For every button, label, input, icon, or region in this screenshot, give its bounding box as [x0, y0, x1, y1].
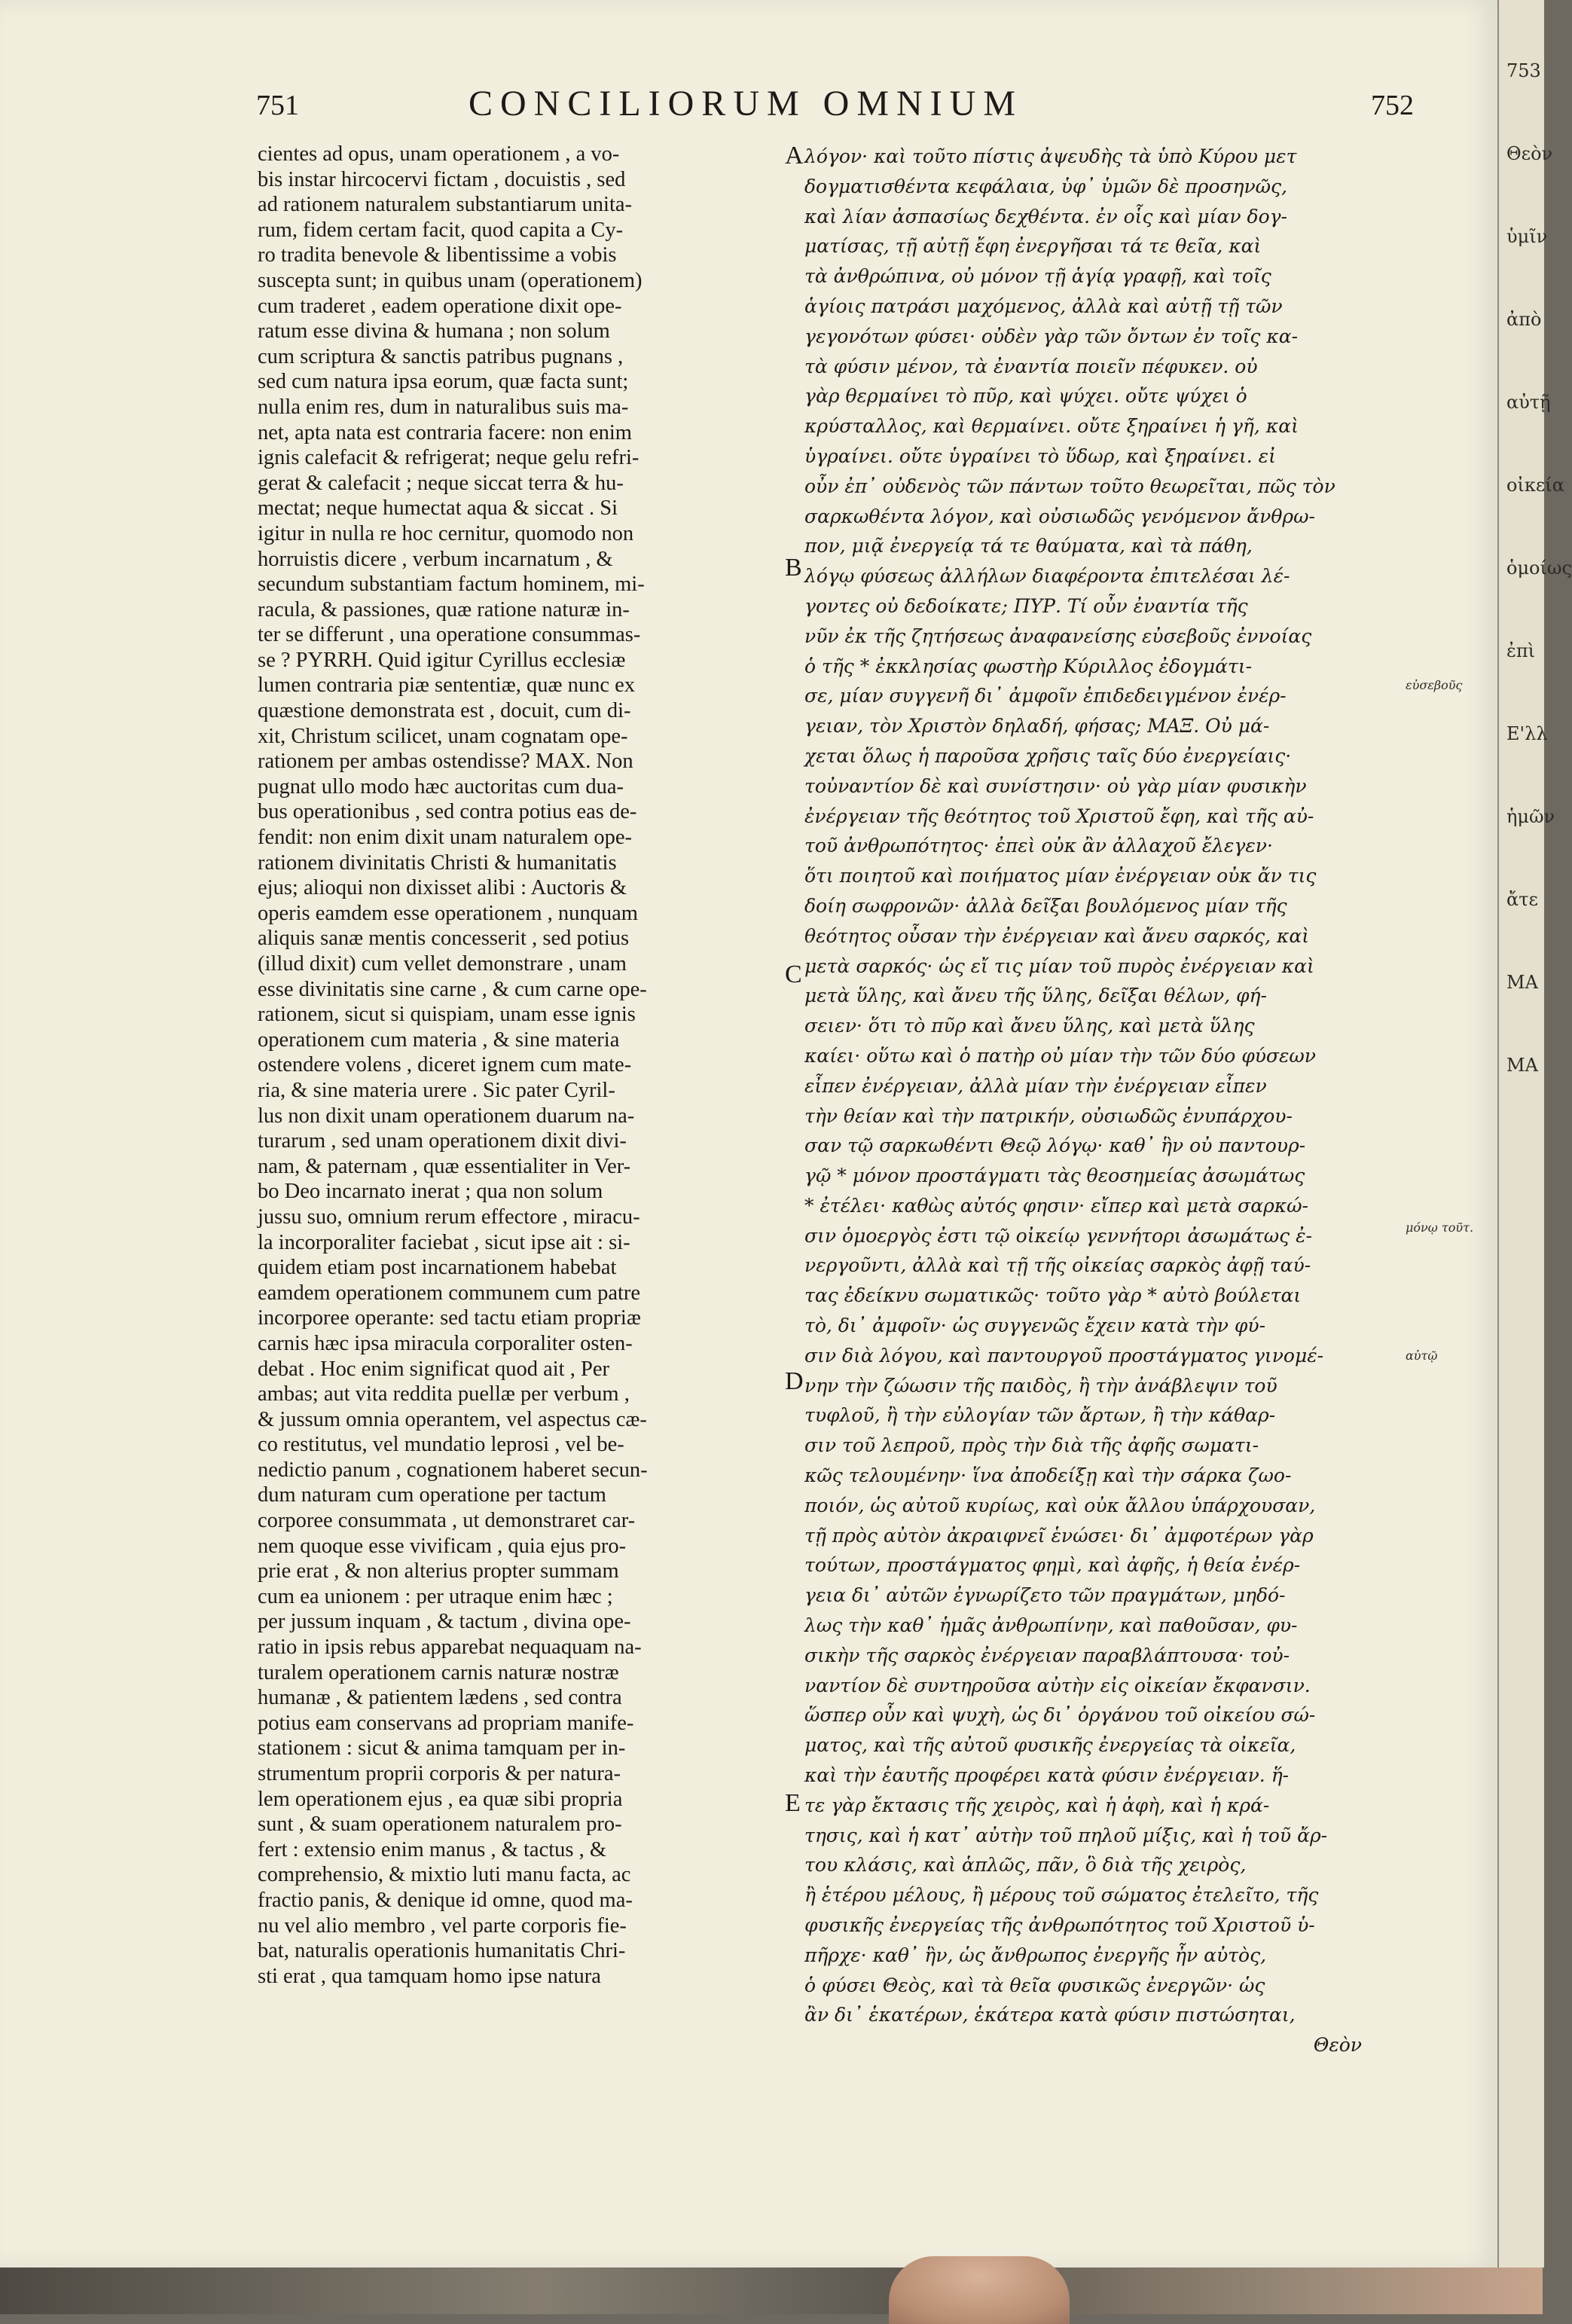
greek-text-line: σε, μίαν συγγενῆ δι᾽ ἀμφοῖν ἐπιδεδειγμένον ἐνέρ-: [804, 685, 1287, 707]
latin-text-line: igitur in nulla re hoc cernitur, quomodo non: [258, 521, 634, 545]
latin-text-line: fert : extensio enim manus , & tactus , &: [258, 1837, 607, 1861]
adjacent-page-fragment: ἡμῶν: [1506, 806, 1555, 827]
greek-text-line: τησις, καὶ ἡ κατ᾽ αὐτὴν τοῦ πηλοῦ μίξις, καὶ ἡ τοῦ ἄρ-: [804, 1824, 1328, 1846]
thumb-holding-page: [889, 2256, 1070, 2324]
greek-text-line: λως τὴν καθ᾽ ἡμᾶς ἀνθρωπίνην, καὶ παθοῦσαν, φυ-: [804, 1614, 1298, 1637]
latin-text-line: bus operationibus , sed contra potius eas de-: [258, 800, 637, 824]
latin-text-line: (illud dixit) cum vellet demonstrare , unam: [258, 952, 627, 976]
latin-text-line: operationem cum materia , & sine materia: [258, 1028, 620, 1052]
latin-text-line: strumentum proprii corporis & per natura-: [258, 1762, 621, 1785]
adjacent-page-fragment: ΜΑ: [1506, 1055, 1538, 1076]
latin-text-line: quæstione demonstrata est , docuit, cum di-: [258, 699, 631, 723]
latin-text-line: dum naturam cum operatione per tactum: [258, 1483, 606, 1507]
greek-text-line: λόγον· καὶ τοῦτο πίστις ἀψευδὴς τὰ ὑπὸ Κύρου μετ: [804, 145, 1297, 167]
margin-note-2: μόνῳ τοῦτ.: [1406, 1220, 1474, 1235]
margin-note-3: αὐτῷ: [1406, 1348, 1438, 1363]
greek-text-line: ἁγίοις πατράσι μαχόμενος, ἀλλὰ καὶ αὐτῇ τῇ τῶν: [804, 295, 1283, 317]
latin-text-line: rationem, sicut si quispiam, unam esse ignis: [258, 1003, 636, 1027]
adjacent-page-fragment: 753: [1506, 60, 1541, 81]
greek-text-line: σιν τοῦ λεπροῦ, πρὸς τὴν διὰ τῆς ἀφῆς σωματι-: [804, 1434, 1259, 1457]
latin-text-line: eamdem operationem communem cum patre: [258, 1281, 641, 1305]
latin-text-line: potius eam conservans ad propriam manife-: [258, 1711, 634, 1735]
background-strip: [0, 2268, 1543, 2314]
latin-text-line: quidem etiam post incarnationem habebat: [258, 1256, 617, 1280]
latin-text-line: cientes ad opus, unam operationem , a vo-: [258, 142, 620, 166]
greek-text-line: θεότητος οὖσαν τὴν ἐνέργειαν καὶ ἄνευ σαρκός, καὶ: [804, 924, 1310, 947]
greek-text-line: ματίσας, τῇ αὐτῇ ἔφη ἐνεργῆσαι τά τε θεῖα, καὶ: [804, 235, 1262, 258]
latin-text-line: ter se differunt , una operatione consummas-: [258, 623, 641, 647]
adjacent-page-fragment: ΜΑ: [1506, 972, 1538, 993]
adjacent-page-fragment: ἀπὸ: [1506, 309, 1542, 330]
greek-text-line: κρύσταλλος, καὶ θερμαίνει. οὔτε ξηραίνει ἡ γῆ, καὶ: [804, 415, 1299, 438]
greek-text-line: γεγονότων φύσει· οὐδὲν γὰρ τῶν ὄντων ἐν τοῖς κα-: [804, 325, 1299, 347]
greek-text-line: καίει· οὕτω καὶ ὁ πατὴρ οὐ μίαν τὴν τῶν δύο φύσεων: [804, 1044, 1316, 1067]
latin-text-line: lumen contraria piæ sententiæ, quæ nunc ex: [258, 673, 636, 698]
latin-text-line: ignis calefacit & refrigerat; neque gelu refri-: [258, 446, 639, 470]
latin-text-line: comprehensio, & mixtio luti manu facta, ac: [258, 1863, 631, 1887]
greek-text-line: τοῦ ἀνθρωπότητος· ἐπεὶ οὐκ ἂν ἀλλαχοῦ ἔλεγεν·: [804, 835, 1273, 857]
latin-text-line: nedictio panum , cognationem haberet secun-: [258, 1458, 648, 1482]
latin-text-line: debat . Hoc enim significat quod ait , Per: [258, 1357, 609, 1381]
latin-text-line: secundum substantiam factum hominem, mi-: [258, 573, 645, 597]
adjacent-page-fragment: Ε'λλ: [1506, 723, 1548, 744]
page-number-right: 752: [1371, 90, 1414, 121]
greek-text-line: σιν ὁμοεργὸς ἐστι τῷ οἰκείῳ γεννήτορι ἀσωμάτως ἐ-: [804, 1224, 1312, 1247]
section-marker-b: B: [785, 554, 802, 582]
latin-text-line: mectat; neque humectat aqua & siccat . Si: [258, 496, 618, 521]
latin-text-line: rum, fidem certam facit, quod capita a Cy-: [258, 218, 624, 242]
latin-text-line: ostendere volens , diceret ignem cum mate-: [258, 1053, 632, 1077]
greek-text-line: ἐνέργειαν τῆς θεότητος τοῦ Χριστοῦ ἔφη, καὶ τῆς αὐ-: [804, 805, 1314, 827]
greek-text-line: γειαν, τὸν Χριστὸν δηλαδή, φήσας; ΜΑΞ. Οὐ μά-: [804, 715, 1270, 738]
latin-text-line: nu vel alio membro , vel parte corporis fie-: [258, 1913, 627, 1938]
latin-text-line: la incorporaliter faciebat , sicut ipse ait : si-: [258, 1230, 630, 1254]
greek-text-line: γεια δι᾽ αὐτῶν ἐγνωρίζετο τῶν πραγμάτων, μηδό-: [804, 1584, 1286, 1607]
latin-text-line: rationem divinitatis Christi & humanitatis: [258, 851, 617, 875]
latin-text-line: nem quoque esse vivificam , quia ejus pro-: [258, 1534, 627, 1558]
greek-text-line: λόγῳ φύσεως ἀλλήλων διαφέροντα ἐπιτελέσαι λέ-: [804, 565, 1290, 588]
greek-text-line: ὅτι ποιητοῦ καὶ ποιήματος μίαν ἐνέργειαν οὐκ ἄν τις: [804, 865, 1317, 887]
greek-text-line: γοντες οὐ δεδοίκατε; ΠΥΡ. Τί οὖν ἐναντία τῆς: [804, 594, 1248, 617]
latin-text-line: fendit: non enim dixit unam naturalem ope-: [258, 826, 633, 850]
latin-text-line: lem operationem ejus , ea quæ sibi propria: [258, 1787, 623, 1811]
latin-text-line: turalem operationem carnis naturæ nostræ: [258, 1660, 619, 1684]
margin-note-1: εὐσεβοῦς: [1406, 678, 1463, 692]
latin-text-line: turarum , sed unam operationem dixit divi-: [258, 1129, 627, 1153]
latin-text-line: ad rationem naturalem substantiarum unita-: [258, 193, 633, 217]
greek-text-line: τὴν θείαν καὶ τὴν πατρικήν, οὐσιωδῶς ἐνυπάρχου-: [804, 1104, 1293, 1127]
latin-text-line: bis instar hircocervi fictam , docuistis , sed: [258, 167, 626, 191]
latin-text-line: stationem : sicut & anima tamquam per in-: [258, 1736, 626, 1761]
greek-text-line: ὥσπερ οὖν καὶ ψυχὴ, ὡς δι᾽ ὀργάνου τοῦ οἰκείου σώ-: [804, 1704, 1316, 1727]
latin-text-line: operis eamdem esse operationem , nunquam: [258, 901, 638, 925]
greek-text-line: νῦν ἐκ τῆς ζητήσεως ἀναφανείσης εὐσεβοῦς ἐννοίας: [804, 625, 1312, 647]
greek-text-line: ἢ ἑτέρου μέλους, ἢ μέρους τοῦ σώματος ἐτελεῖτο, τῆς: [804, 1884, 1319, 1907]
adjacent-page-fragment: ὁμοίως: [1506, 557, 1572, 579]
running-title: CONCILIORUM OMNIUM: [468, 84, 1023, 124]
greek-text-line: ὁ τῆς * ἐκκλησίας φωστὴρ Κύριλλος ἐδογμάτι-: [804, 655, 1253, 677]
adjacent-page-fragment: αὐτῇ: [1506, 392, 1551, 413]
greek-text-line: δοίη σωφρονῶν· ἀλλὰ δεῖξαι βουλόμενος μίαν τῆς: [804, 894, 1287, 917]
greek-text-line: καὶ τὴν ἑαυτῆς προφέρει κατὰ φύσιν ἐνέργειαν. ἥ-: [804, 1764, 1290, 1787]
greek-text-line: τε γὰρ ἔκτασις τῆς χειρὸς, καὶ ἡ ἀφὴ, καὶ ἡ κρά-: [804, 1794, 1270, 1816]
adjacent-page-fragment: ἐπὶ: [1506, 640, 1536, 661]
greek-text-line: σειεν· ὅτι τὸ πῦρ καὶ ἄνευ ὕλης, καὶ μετὰ ὕλης: [804, 1015, 1255, 1037]
greek-column: [804, 142, 1392, 2060]
greek-text-line: κῶς τελουμένην· ἵνα ἀποδείξῃ καὶ τὴν σάρκα ζωο-: [804, 1464, 1292, 1487]
latin-text-line: esse divinitatis sine carne , & cum carne ope-: [258, 977, 647, 1001]
greek-text-line: Θεὸν: [1313, 2034, 1362, 2057]
section-marker-c: C: [785, 960, 802, 988]
latin-text-line: racula, & passiones, quæ ratione naturæ in-: [258, 597, 630, 621]
greek-text-line: σαρκωθέντα λόγον, καὶ οὐσιωδῶς γενόμενον ἄνθρω-: [804, 505, 1315, 527]
latin-text-line: se ? PYRRH. Quid igitur Cyrillus ecclesiæ: [258, 648, 626, 672]
latin-text-line: prie erat , & non alterius propter summam: [258, 1559, 619, 1583]
latin-text-line: net, apta nata est contraria facere: non enim: [258, 420, 632, 444]
greek-text-line: μετὰ σαρκός· ὡς εἴ τις μίαν τοῦ πυρὸς ἐνέργειαν καὶ: [804, 954, 1314, 977]
adjacent-page-fragment: Θεὸν: [1506, 143, 1553, 164]
latin-text-line: cum traderet , eadem operatione dixit ope-: [258, 294, 622, 318]
latin-text-line: nulla enim res, dum in naturalibus suis ma-: [258, 395, 629, 419]
greek-text-line: σιν διὰ λόγου, καὶ παντουργοῦ προστάγματος γινομέ-: [804, 1344, 1324, 1367]
latin-text-line: ratum esse divina & humana ; non solum: [258, 319, 610, 344]
latin-text-line: sti erat , qua tamquam homo ipse natura: [258, 1964, 601, 1988]
greek-text-line: ὁ φύσει Θεὸς, καὶ τὰ θεῖα φυσικῶς ἐνεργῶν· ὡς: [804, 1974, 1265, 1996]
greek-text-line: του κλάσις, καὶ ἁπλῶς, πᾶν, ὃ διὰ τῆς χειρὸς,: [804, 1854, 1247, 1877]
latin-text-line: cum ea unionem : per utraque enim hæc ;: [258, 1584, 613, 1608]
adjacent-page-fragment: ὑμῖν: [1506, 226, 1548, 247]
greek-text-line: τὸ, δι᾽ ἀμφοῖν· ὡς συγγενῶς ἔχειν κατὰ τὴν φύ-: [804, 1315, 1266, 1337]
adjacent-page-fragment: ἄτε: [1506, 889, 1538, 910]
greek-text-line: πον, μιᾷ ἐνεργείᾳ τά τε θαύματα, καὶ τὰ πάθη,: [804, 535, 1253, 557]
greek-text-line: τὰ φύσιν μένον, τὰ ἐναντία ποιεῖν πέφυκεν. οὐ: [804, 355, 1258, 377]
section-marker-e: E: [785, 1789, 801, 1817]
latin-text-line: jussu suo, omnium rerum effectore , miracu-: [258, 1205, 640, 1229]
latin-text-line: rationem per ambas ostendisse? MAX. Non: [258, 750, 633, 774]
greek-text-line: καὶ λίαν ἀσπασίως δεχθέντα. ἐν οἷς καὶ μίαν δογ-: [804, 205, 1288, 228]
latin-text-line: sunt , & suam operationem naturalem pro-: [258, 1812, 622, 1837]
latin-text-line: cum scriptura & sanctis patribus pugnans ,: [258, 344, 624, 368]
greek-text-line: ποιόν, ὡς αὐτοῦ κυρίως, καὶ οὐκ ἄλλου ὑπάρχουσαν,: [804, 1494, 1316, 1516]
greek-text-line: σικὴν τῆς σαρκὸς ἐνέργειαν παραβλάπτουσα· τοὐ-: [804, 1644, 1290, 1666]
latin-text-line: incorporee operante: sed tactu etiam propriæ: [258, 1306, 641, 1330]
latin-text-line: pugnat ullo modo hæc auctoritas cum dua-: [258, 774, 624, 799]
greek-text-line: τῇ πρὸς αὐτὸν ἀκραιφνεῖ ἑνώσει· δι᾽ ἀμφοτέρων γὰρ: [804, 1524, 1314, 1547]
greek-text-line: οὖν ἐπ᾽ οὐδενὸς τῶν πάντων τοῦτο θεωρεῖται, πῶς τὸν: [804, 475, 1335, 497]
latin-text-line: bat, naturalis operationis humanitatis Chri-: [258, 1939, 626, 1963]
greek-text-line: ναντίον δὲ συντηροῦσα αὐτὴν εἰς οἰκείαν ἔκφανσιν.: [804, 1674, 1311, 1696]
greek-text-line: δογματισθέντα κεφάλαια, ὑφ᾽ ὑμῶν δὲ προσηνῶς,: [804, 175, 1287, 197]
greek-text-line: * ἐτέλει· καθὼς αὐτός φησιν· εἴπερ καὶ μετὰ σαρκώ-: [804, 1194, 1309, 1217]
greek-text-line: ὑγραίνει. οὔτε ὑγραίνει τὸ ὕδωρ, καὶ ξηραίνει. εἰ: [804, 444, 1276, 467]
greek-text-line: γῷ * μόνον προστάγματι τὰς θεοσημείας ἀσωμάτως: [804, 1165, 1305, 1187]
latin-text-line: nam, & paternam , quæ essentialiter in Ver-: [258, 1154, 631, 1178]
latin-text-line: ratio in ipsis rebus apparebat nequaquam na-: [258, 1635, 642, 1660]
latin-text-line: ro tradita benevole & libentissime a vobis: [258, 243, 617, 267]
latin-text-line: gerat & calefacit ; neque siccat terra & hu-: [258, 471, 624, 495]
greek-text-line: ματος, καὶ τῆς αὐτοῦ φυσικῆς ἐνεργείας τὰ οἰκεῖα,: [804, 1734, 1296, 1757]
greek-text-line: τας ἐδείκνυ σωματικῶς· τοῦτο γὰρ * αὐτὸ βούλεται: [804, 1284, 1302, 1307]
latin-column: [258, 142, 770, 1989]
greek-text-line: σαν τῷ σαρκωθέντι Θεῷ λόγῳ· καθ᾽ ἣν οὐ παντουρ-: [804, 1135, 1306, 1157]
latin-text-line: bo Deo incarnato inerat ; qua non solum: [258, 1180, 603, 1204]
adjacent-page-edge: [1497, 0, 1572, 2268]
greek-text-line: χεται ὅλως ἡ παροῦσα χρῆσις ταῖς δύο ἐνεργείαις·: [804, 744, 1292, 767]
greek-text-line: γὰρ θερμαίνει τὸ πῦρ, καὶ ψύχει. οὔτε ψύχει ὁ: [804, 385, 1247, 408]
section-marker-a: A: [785, 142, 804, 169]
greek-text-line: τούτων, προστάγματος φημὶ, καὶ ἀφῆς, ἡ θεία ἐνέρ-: [804, 1554, 1301, 1577]
greek-text-line: φυσικῆς ἐνεργείας τῆς ἀνθρωπότητος τοῦ Χριστοῦ ὑ-: [804, 1914, 1315, 1937]
latin-text-line: co restitutus, vel mundatio leprosi , vel be-: [258, 1433, 624, 1457]
latin-text-line: humanæ , & patientem lædens , sed contra: [258, 1686, 622, 1710]
latin-text-line: xit, Christum scilicet, unam cognatam ope-: [258, 724, 628, 748]
greek-text-line: ἂν δι᾽ ἑκατέρων, ἑκάτερα κατὰ φύσιν πιστώσηται,: [804, 2004, 1296, 2026]
greek-text-line: νεργοῦντι, ἀλλὰ καὶ τῇ τῆς οἰκείας σαρκὸς ἀφῇ ταύ-: [804, 1254, 1311, 1277]
latin-text-line: corporee consummata , ut demonstraret car-: [258, 1509, 636, 1533]
section-marker-d: D: [785, 1367, 804, 1395]
greek-text-line: τυφλοῦ, ἢ τὴν εὐλογίαν τῶν ἄρτων, ἢ τὴν κάθαρ-: [804, 1404, 1276, 1427]
latin-text-line: ria, & sine materia urere . Sic pater Cyril-: [258, 1078, 615, 1102]
latin-text-line: & jussum omnia operantem, vel aspectus cæ-: [258, 1407, 647, 1431]
latin-text-line: fractio panis, & denique id omne, quod ma-: [258, 1888, 633, 1912]
latin-text-line: sed cum natura ipsa eorum, quæ facta sunt;: [258, 370, 629, 394]
latin-text-line: ambas; aut vita reddita puellæ per verbum ,: [258, 1382, 630, 1406]
latin-text-line: per jussum inquam , & tactum , divina ope-: [258, 1610, 631, 1634]
page-number-left: 751: [256, 90, 299, 121]
greek-text-line: τὰ ἀνθρώπινα, οὐ μόνον τῇ ἁγίᾳ γραφῇ, καὶ τοῖς: [804, 265, 1271, 288]
latin-text-line: aliquis sanæ mentis concesserit , sed potius: [258, 927, 630, 951]
greek-text-line: νην τὴν ζώωσιν τῆς παιδὸς, ἢ τὴν ἀνάβλεψιν τοῦ: [804, 1374, 1277, 1397]
latin-text-line: horruistis dicere , verbum incarnatum , &: [258, 547, 613, 571]
greek-text-line: τοὐναντίον δὲ καὶ συνίστησιν· οὐ γὰρ μίαν φυσικὴν: [804, 774, 1307, 797]
latin-text-line: lus non dixit unam operationem duarum na-: [258, 1104, 635, 1128]
greek-text-line: πῆρχε· καθ᾽ ἣν, ὡς ἄνθρωπος ἐνεργῆς ἦν αὐτὸς,: [804, 1944, 1267, 1966]
latin-text-line: carnis hæc ipsa miracula corporaliter osten-: [258, 1331, 633, 1355]
greek-text-line: μετὰ ὕλης, καὶ ἄνευ τῆς ὕλης, δεῖξαι θέλων, φή-: [804, 985, 1267, 1007]
greek-text-line: εἶπεν ἐνέργειαν, ἀλλὰ μίαν τὴν ἐνέργειαν εἶπεν: [804, 1074, 1267, 1097]
adjacent-page-fragment: οἰκεία: [1506, 475, 1564, 496]
latin-text-line: suscepta sunt; in quibus unam (operationem): [258, 268, 643, 292]
latin-text-line: ejus; alioqui non dixisset alibi : Auctoris &: [258, 876, 627, 900]
